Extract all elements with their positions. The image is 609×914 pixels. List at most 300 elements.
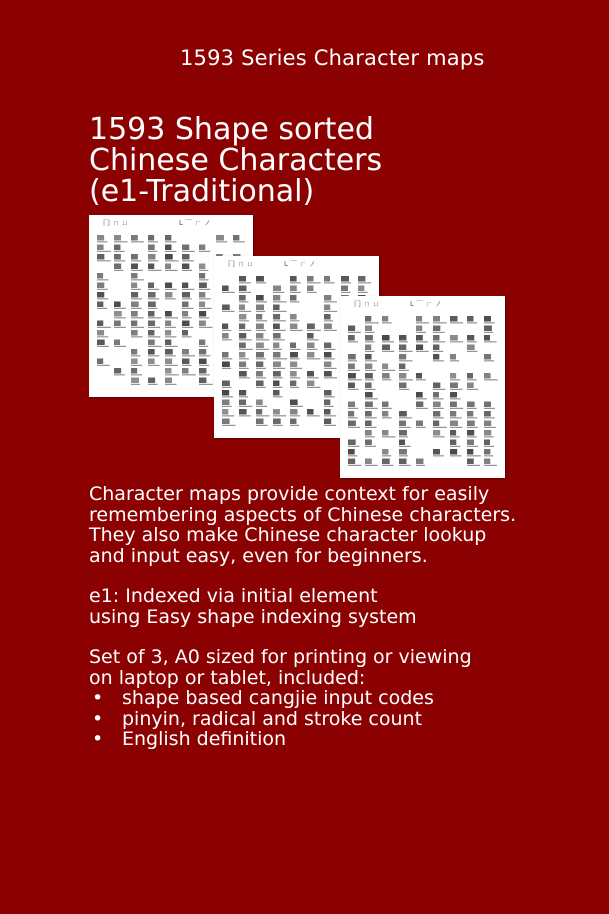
glyph-caption-mark xyxy=(433,341,445,342)
glyph-caption-mark xyxy=(222,330,231,331)
glyph-caption-mark xyxy=(467,322,477,323)
glyph-caption-mark xyxy=(348,389,359,390)
glyph-mark xyxy=(348,440,356,446)
glyph-caption-mark xyxy=(165,260,179,261)
sheet-3-header-left: 冂 ㄇ ㄩ xyxy=(354,300,380,308)
title-line-1: 1593 Shape sorted xyxy=(89,112,374,147)
glyph-caption-mark xyxy=(222,339,232,340)
glyph-caption-mark xyxy=(148,317,161,318)
glyph-mark xyxy=(416,373,422,379)
glyph-mark xyxy=(484,449,490,455)
glyph-mark xyxy=(148,321,155,327)
glyph-mark xyxy=(358,286,364,292)
glyph-mark xyxy=(148,330,154,336)
glyph-caption-mark xyxy=(131,355,141,356)
glyph-caption-mark xyxy=(131,308,142,309)
glyph-caption-mark xyxy=(399,465,411,466)
glyph-mark xyxy=(467,402,475,408)
glyph-caption-mark xyxy=(467,389,478,390)
glyph-caption-mark xyxy=(433,436,445,437)
glyph-mark xyxy=(273,419,281,425)
glyph-mark xyxy=(165,292,172,298)
glyph-mark xyxy=(433,421,439,427)
glyph-mark xyxy=(433,345,439,351)
glyph-caption-mark xyxy=(433,417,444,418)
glyph-mark xyxy=(467,411,473,417)
glyph-caption-mark xyxy=(182,260,194,261)
glyph-caption-mark xyxy=(256,368,266,369)
glyph-caption-mark xyxy=(399,436,408,437)
glyph-mark xyxy=(256,352,264,358)
glyph-caption-mark xyxy=(131,384,140,385)
glyph-caption-mark xyxy=(199,365,209,366)
glyph-mark xyxy=(450,335,458,341)
glyph-caption-mark xyxy=(182,270,192,271)
glyph-caption-mark xyxy=(290,377,300,378)
glyph-caption-mark xyxy=(148,346,162,347)
glyph-caption-mark xyxy=(467,341,477,342)
glyph-caption-mark xyxy=(273,425,283,426)
glyph-caption-mark xyxy=(324,282,335,283)
glyph-mark xyxy=(450,411,456,417)
glyph-caption-mark xyxy=(256,282,266,283)
glyph-caption-mark xyxy=(222,387,231,388)
glyph-caption-mark xyxy=(450,379,460,380)
glyph-caption-mark xyxy=(365,446,376,447)
glyph-caption-mark xyxy=(307,358,320,359)
glyph-caption-mark xyxy=(114,241,127,242)
glyph-caption-mark xyxy=(256,425,268,426)
glyph-caption-mark xyxy=(216,241,227,242)
glyph-caption-mark xyxy=(450,446,460,447)
glyph-caption-mark xyxy=(131,336,143,337)
glyph-mark xyxy=(324,362,331,368)
glyph-caption-mark xyxy=(433,351,443,352)
glyph-caption-mark xyxy=(273,415,286,416)
glyph-caption-mark xyxy=(182,327,193,328)
glyph-mark xyxy=(114,264,121,270)
glyph-caption-mark xyxy=(165,365,178,366)
glyph-caption-mark xyxy=(165,270,178,271)
glyph-caption-mark xyxy=(256,358,266,359)
glyph-caption-mark xyxy=(290,320,300,321)
glyph-caption-mark xyxy=(239,292,251,293)
glyph-caption-mark xyxy=(348,465,361,466)
glyph-mark xyxy=(97,283,104,289)
glyph-caption-mark xyxy=(450,427,462,428)
glyph-mark xyxy=(484,373,491,379)
series-title: 1593 Series Character maps xyxy=(180,46,485,70)
glyph-caption-mark xyxy=(256,415,269,416)
glyph-mark xyxy=(239,295,246,301)
glyph-caption-mark xyxy=(273,377,283,378)
glyph-mark xyxy=(114,302,121,308)
glyph-caption-mark xyxy=(348,379,362,380)
glyph-mark xyxy=(199,311,206,317)
glyph-caption-mark xyxy=(148,355,159,356)
glyph-mark xyxy=(148,292,156,298)
glyph-caption-mark xyxy=(273,349,282,350)
glyph-caption-mark xyxy=(131,279,144,280)
glyph-mark xyxy=(290,409,298,415)
glyph-mark xyxy=(97,292,104,298)
glyph-caption-mark xyxy=(484,465,497,466)
glyph-mark xyxy=(348,402,355,408)
glyph-caption-mark xyxy=(433,427,447,428)
glyph-mark xyxy=(433,383,440,389)
glyph-mark xyxy=(399,364,405,370)
glyph-caption-mark xyxy=(365,389,375,390)
glyph-caption-mark xyxy=(290,349,300,350)
glyph-mark xyxy=(365,392,373,398)
glyph-mark xyxy=(307,333,314,339)
glyph-mark xyxy=(433,335,439,341)
glyph-caption-mark xyxy=(484,341,497,342)
glyph-caption-mark xyxy=(182,355,195,356)
glyph-mark xyxy=(382,335,390,341)
glyph-caption-mark xyxy=(484,427,496,428)
glyph-mark xyxy=(450,392,457,398)
description-block xyxy=(89,484,589,750)
glyph-mark xyxy=(348,335,355,341)
glyph-caption-mark xyxy=(365,427,376,428)
glyph-caption-mark xyxy=(365,360,377,361)
index-info-line-1: e1: Indexed via initial element xyxy=(89,585,378,607)
glyph-mark xyxy=(467,373,473,379)
glyph-mark xyxy=(365,421,372,427)
glyph-mark xyxy=(324,390,332,396)
glyph-mark xyxy=(324,343,331,349)
glyph-caption-mark xyxy=(365,341,375,342)
glyph-mark xyxy=(399,459,407,465)
glyph-caption-mark xyxy=(365,351,375,352)
glyph-mark xyxy=(165,311,172,317)
glyph-caption-mark xyxy=(307,387,320,388)
glyph-caption-mark xyxy=(399,341,408,342)
glyph-mark xyxy=(131,311,138,317)
glyph-mark xyxy=(131,359,138,365)
glyph-caption-mark xyxy=(239,406,252,407)
glyph-caption-mark xyxy=(348,332,361,333)
glyph-mark xyxy=(341,276,349,282)
glyph-caption-mark xyxy=(239,377,250,378)
glyph-mark xyxy=(165,254,173,260)
glyph-caption-mark xyxy=(97,289,108,290)
page-title xyxy=(89,114,382,207)
glyph-caption-mark xyxy=(222,406,232,407)
glyph-mark xyxy=(239,276,246,282)
glyph-caption-mark xyxy=(399,360,413,361)
glyph-mark xyxy=(416,402,423,408)
glyph-mark xyxy=(365,440,372,446)
glyph-mark xyxy=(256,324,264,330)
glyph-mark xyxy=(239,362,246,368)
glyph-mark xyxy=(484,459,490,465)
glyph-mark xyxy=(348,326,355,332)
glyph-mark xyxy=(131,378,139,384)
glyph-mark xyxy=(307,276,313,282)
glyph-mark xyxy=(256,343,264,349)
glyph-caption-mark xyxy=(484,417,495,418)
glyph-mark xyxy=(399,345,406,351)
glyph-caption-mark xyxy=(467,465,480,466)
glyph-mark xyxy=(290,343,296,349)
glyph-caption-mark xyxy=(433,455,444,456)
glyph-caption-mark xyxy=(365,398,378,399)
description-line-2: remembering aspects of Chinese characters. xyxy=(89,503,517,526)
glyph-mark xyxy=(222,400,229,406)
glyph-caption-mark xyxy=(114,317,126,318)
glyph-caption-mark xyxy=(148,336,160,337)
glyph-mark xyxy=(97,302,103,308)
glyph-mark xyxy=(273,371,281,377)
glyph-mark xyxy=(307,324,315,330)
glyph-caption-mark xyxy=(399,417,412,418)
glyph-caption-mark xyxy=(365,465,378,466)
glyph-caption-mark xyxy=(182,365,191,366)
bullet-icon: • xyxy=(92,707,104,730)
glyph-mark xyxy=(273,381,279,387)
glyph-caption-mark xyxy=(97,241,107,242)
glyph-caption-mark xyxy=(222,425,236,426)
glyph-mark xyxy=(199,283,207,289)
glyph-caption-mark xyxy=(484,332,493,333)
glyph-caption-mark xyxy=(256,320,267,321)
glyph-mark xyxy=(399,449,407,455)
glyph-mark xyxy=(365,326,372,332)
glyph-mark xyxy=(382,373,390,379)
glyph-caption-mark xyxy=(416,408,428,409)
glyph-mark xyxy=(416,459,423,465)
glyph-mark xyxy=(199,245,205,251)
glyph-mark xyxy=(182,254,189,260)
glyph-mark xyxy=(239,314,246,320)
glyph-mark xyxy=(416,316,422,322)
glyph-caption-mark xyxy=(148,270,161,271)
glyph-mark xyxy=(416,335,423,341)
glyph-mark xyxy=(222,390,229,396)
glyph-caption-mark xyxy=(399,446,411,447)
glyph-mark xyxy=(365,373,373,379)
glyph-mark xyxy=(324,371,332,377)
glyph-mark xyxy=(365,345,371,351)
glyph-mark xyxy=(382,345,390,351)
glyph-mark xyxy=(365,364,372,370)
glyph-mark xyxy=(467,335,474,341)
glyph-caption-mark xyxy=(97,298,108,299)
glyph-caption-mark xyxy=(148,289,159,290)
glyph-caption-mark xyxy=(239,320,249,321)
sheet-2-header-right: L ⌒ ㄏ ノ xyxy=(284,260,316,268)
glyph-mark xyxy=(324,409,330,415)
glyph-caption-mark xyxy=(199,327,212,328)
glyph-caption-mark xyxy=(484,322,495,323)
glyph-mark xyxy=(450,354,456,360)
sheet-3-content xyxy=(340,296,505,478)
glyph-caption-mark xyxy=(290,425,299,426)
glyph-caption-mark xyxy=(290,406,303,407)
glyph-mark xyxy=(273,333,281,339)
glyph-caption-mark xyxy=(433,398,444,399)
glyph-caption-mark xyxy=(222,415,234,416)
glyph-caption-mark xyxy=(97,251,111,252)
glyph-mark xyxy=(433,326,440,332)
glyph-mark xyxy=(290,419,296,425)
glyph-mark xyxy=(148,340,155,346)
glyph-mark xyxy=(290,314,297,320)
glyph-caption-mark xyxy=(467,351,478,352)
glyph-caption-mark xyxy=(131,317,144,318)
glyph-caption-mark xyxy=(239,330,251,331)
glyph-mark xyxy=(273,314,280,320)
glyph-caption-mark xyxy=(256,330,266,331)
glyph-caption-mark xyxy=(416,341,428,342)
glyph-caption-mark xyxy=(365,379,374,380)
glyph-mark xyxy=(165,235,171,241)
glyph-mark xyxy=(148,349,155,355)
glyph-caption-mark xyxy=(433,408,444,409)
glyph-caption-mark xyxy=(484,360,494,361)
glyph-mark xyxy=(199,292,205,298)
glyph-mark xyxy=(273,362,281,368)
glyph-mark xyxy=(148,311,154,317)
index-info-line-2: using Easy shape indexing system xyxy=(89,605,417,628)
glyph-mark xyxy=(324,276,330,282)
glyph-mark xyxy=(182,359,189,365)
glyph-mark xyxy=(222,324,228,330)
feature-text: shape based cangjie input codes xyxy=(122,687,434,709)
glyph-mark xyxy=(199,368,206,374)
glyph-caption-mark xyxy=(467,417,477,418)
glyph-mark xyxy=(399,383,406,389)
glyph-caption-mark xyxy=(290,282,301,283)
glyph-mark xyxy=(182,283,188,289)
glyph-mark xyxy=(256,305,264,311)
glyph-caption-mark xyxy=(222,311,235,312)
glyph-mark xyxy=(290,371,297,377)
glyph-mark xyxy=(131,302,139,308)
glyph-caption-mark xyxy=(382,341,394,342)
description-line-1: Character maps provide context for easily xyxy=(89,483,490,505)
glyph-caption-mark xyxy=(114,374,125,375)
glyph-mark xyxy=(239,324,245,330)
glyph-caption-mark xyxy=(273,339,285,340)
glyph-mark xyxy=(222,419,230,425)
glyph-mark xyxy=(97,330,104,336)
glyph-caption-mark xyxy=(239,358,249,359)
glyph-caption-mark xyxy=(273,311,287,312)
glyph-caption-mark xyxy=(450,322,463,323)
glyph-mark xyxy=(239,343,246,349)
glyph-caption-mark xyxy=(148,365,159,366)
feature-text: pinyin, radical and stroke count xyxy=(122,707,423,730)
glyph-mark xyxy=(290,286,297,292)
glyph-caption-mark xyxy=(239,301,248,302)
glyph-caption-mark xyxy=(256,377,266,378)
glyph-caption-mark xyxy=(290,368,302,369)
glyph-mark xyxy=(131,273,137,279)
glyph-caption-mark xyxy=(131,241,144,242)
feature-item xyxy=(89,688,589,709)
glyph-caption-mark xyxy=(199,251,210,252)
glyph-mark xyxy=(273,409,280,415)
glyph-mark xyxy=(324,314,331,320)
glyph-mark xyxy=(484,335,490,341)
glyph-caption-mark xyxy=(348,360,357,361)
glyph-caption-mark xyxy=(324,301,337,302)
glyph-mark xyxy=(290,400,298,406)
glyph-caption-mark xyxy=(433,360,444,361)
glyph-caption-mark xyxy=(290,330,303,331)
glyph-mark xyxy=(131,254,138,260)
glyph-caption-mark xyxy=(484,446,494,447)
glyph-caption-mark xyxy=(348,455,357,456)
glyph-caption-mark xyxy=(382,379,391,380)
glyph-caption-mark xyxy=(273,368,285,369)
glyph-mark xyxy=(97,340,105,346)
glyph-mark xyxy=(450,316,458,322)
glyph-mark xyxy=(324,419,331,425)
glyph-caption-mark xyxy=(199,346,208,347)
glyph-mark xyxy=(348,373,356,379)
glyph-mark xyxy=(399,354,406,360)
glyph-mark xyxy=(399,373,406,379)
glyph-caption-mark xyxy=(324,311,337,312)
glyph-mark xyxy=(199,378,206,384)
glyph-mark xyxy=(222,305,230,311)
glyph-mark xyxy=(450,430,456,436)
glyph-mark xyxy=(382,459,390,465)
glyph-caption-mark xyxy=(416,351,429,352)
glyph-caption-mark xyxy=(416,465,425,466)
glyph-caption-mark xyxy=(199,308,212,309)
glyph-caption-mark xyxy=(324,377,337,378)
glyph-mark xyxy=(467,421,475,427)
glyph-mark xyxy=(131,321,137,327)
glyph-caption-mark xyxy=(450,389,462,390)
glyph-mark xyxy=(416,421,423,427)
glyph-mark xyxy=(433,402,441,408)
glyph-mark xyxy=(467,316,473,322)
glyph-caption-mark xyxy=(199,384,213,385)
glyph-caption-mark xyxy=(148,241,158,242)
glyph-caption-mark xyxy=(148,384,158,385)
glyph-caption-mark xyxy=(114,260,125,261)
glyph-caption-mark xyxy=(324,330,337,331)
glyph-mark xyxy=(450,421,458,427)
glyph-caption-mark xyxy=(382,370,395,371)
glyph-mark xyxy=(382,411,388,417)
glyph-caption-mark xyxy=(222,358,232,359)
glyph-mark xyxy=(467,430,474,436)
glyph-mark xyxy=(131,349,137,355)
glyph-caption-mark xyxy=(256,349,269,350)
glyph-caption-mark xyxy=(484,379,498,380)
glyph-caption-mark xyxy=(222,368,231,369)
glyph-mark xyxy=(484,411,491,417)
glyph-mark xyxy=(216,235,224,241)
glyph-caption-mark xyxy=(131,289,141,290)
glyph-caption-mark xyxy=(365,322,379,323)
glyph-mark xyxy=(114,254,121,260)
glyph-mark xyxy=(199,302,205,308)
glyph-caption-mark xyxy=(165,317,178,318)
sheet-2-header-left: 冂 ㄇ ㄩ xyxy=(228,260,254,268)
glyph-mark xyxy=(365,383,372,389)
glyph-caption-mark xyxy=(467,436,477,437)
glyph-mark xyxy=(148,245,155,251)
glyph-mark xyxy=(273,390,279,396)
